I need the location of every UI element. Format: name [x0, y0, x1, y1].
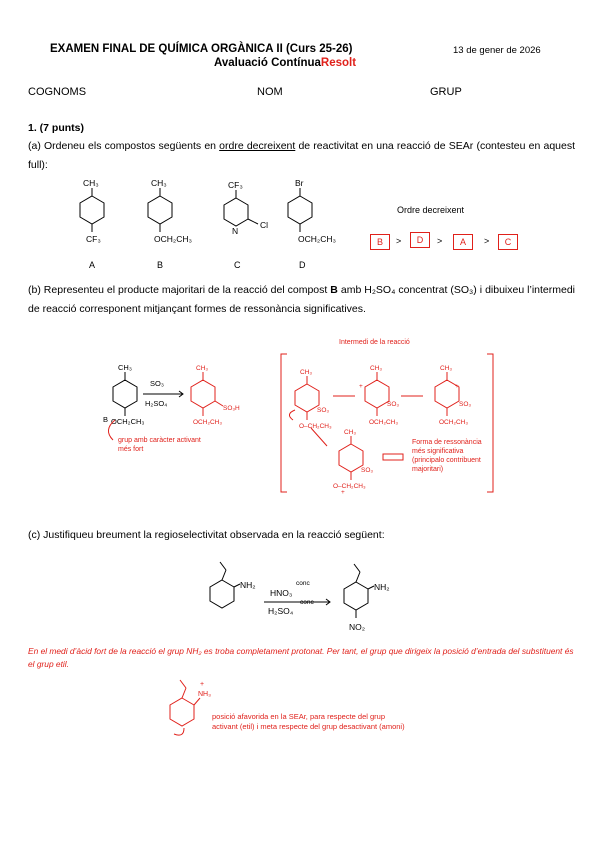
svg-text:B: B [103, 415, 109, 424]
question-a-text: (a) Ordeneu els compostos següents en ordre decreixent de reactivitat en una reacció de SEAr (contesteu en aquest full): [28, 140, 576, 171]
svg-text:OCH₂CH₃: OCH₂CH₃ [193, 419, 223, 426]
gt-sign: > [437, 236, 443, 246]
svg-text:OCH₂CH₃: OCH₂CH₃ [369, 419, 399, 426]
svg-text:SO₃: SO₃ [150, 379, 164, 388]
svg-text:CH₃: CH₃ [370, 365, 383, 372]
svg-text:CH₃: CH₃ [118, 363, 132, 372]
svg-text:NH₂: NH₂ [240, 580, 256, 590]
resonance-note: Forma de ressonància més significativa (principalo contribuent majoritari) [412, 439, 482, 473]
compound-label-c: C [234, 260, 241, 270]
reagent-bottom: H₂SO₄ [268, 606, 294, 616]
svg-text:SO₃H: SO₃H [223, 405, 240, 412]
conc-bottom: conc [300, 599, 314, 606]
svg-text:OCH₂CH₃: OCH₂CH₃ [298, 234, 336, 244]
svg-text:SO₃: SO₃ [317, 407, 330, 414]
exam-subtitle: Avaluació ContínuaResolt [214, 57, 357, 69]
svg-text:H₂SO₄: H₂SO₄ [145, 399, 168, 408]
regioselectivity-drawing [160, 672, 220, 742]
footnote: posició afavorida en la SEAr, para respecte del grup activant (etil) i meta respecte del grup desactivant (amoni) [212, 712, 405, 731]
cognoms-field: COGNOMS [28, 86, 87, 98]
svg-text:OCH₂CH₃: OCH₂CH₃ [439, 419, 469, 426]
gt-sign: > [484, 236, 490, 246]
answer-c: En el medi d’àcid fort de la reacció el grup NH₂ es troba completament protonat. Per tant, el grup que dirigeix la posició d’entrada del substituent és el grup etil. [28, 646, 574, 669]
svg-text:+: + [200, 681, 205, 688]
compound-label-d: D [299, 260, 306, 270]
gt-sign: > [396, 236, 402, 246]
reagent-top: HNO₃ [270, 588, 293, 598]
group-note: grup amb caràcter activant més fort [118, 437, 201, 453]
svg-text:CH₃: CH₃ [440, 365, 453, 372]
compound-label-a: A [89, 260, 96, 270]
svg-text:Br: Br [295, 178, 304, 188]
svg-text:NH₃: NH₃ [198, 691, 211, 698]
intermediate-title: Intermedi de la reacció [339, 339, 410, 346]
svg-text:CF₃: CF₃ [86, 234, 101, 244]
question-b-text: (b) Representeu el producte majoritari de la reacció del compost B amb H₂SO₄ concentrat (SO₃) i dibuixeu l’intermedi de reacció corresponent mitjançant formes de ressonància significatives. [28, 284, 576, 315]
svg-text:+: + [359, 383, 363, 390]
exam-date: 13 de gener de 2026 [453, 45, 541, 56]
svg-text:Cl: Cl [260, 220, 269, 230]
svg-text:CH₃: CH₃ [196, 365, 209, 372]
svg-text:N: N [232, 226, 239, 236]
svg-text:CH₃: CH₃ [151, 178, 167, 188]
svg-text:O–CH₂CH₃: O–CH₂CH₃ [299, 423, 332, 430]
svg-text:+: + [341, 489, 345, 496]
svg-text:OCH₂CH₃: OCH₂CH₃ [154, 234, 192, 244]
order-box-4: C [498, 234, 518, 250]
reaction-b-drawing [95, 350, 505, 500]
svg-text:OCH₂CH₃: OCH₂CH₃ [111, 417, 145, 426]
order-title: Ordre decreixent [397, 205, 465, 215]
nom-field: NOM [257, 86, 283, 98]
svg-text:CF₃: CF₃ [228, 180, 243, 190]
svg-text:NH₂: NH₂ [374, 582, 390, 592]
svg-text:SO₃: SO₃ [387, 401, 400, 408]
grup-field: GRUP [430, 86, 462, 98]
order-box-1: B [370, 234, 390, 250]
svg-text:CH₃: CH₃ [83, 178, 99, 188]
question-heading: 1. (7 punts) [28, 122, 85, 134]
svg-text:O–CH₂CH₃: O–CH₂CH₃ [333, 483, 366, 490]
svg-text:NO₂: NO₂ [349, 622, 366, 632]
resolt-label: Resolt [320, 57, 357, 69]
order-box-2: D [410, 232, 430, 248]
question-c-text: (c) Justifiqueu breument la regioselectivitat observada en la reacció següent: [28, 529, 385, 541]
compound-label-b: B [157, 260, 164, 270]
svg-text:SO₃: SO₃ [361, 467, 374, 474]
exam-title: EXAMEN FINAL DE QUÍMICA ORGÀNICA II (Curs 25-26) [50, 43, 353, 55]
svg-text:+: + [455, 383, 459, 390]
compounds-a-drawing [60, 176, 360, 276]
svg-text:SO₃: SO₃ [459, 401, 472, 408]
order-box-3: A [453, 234, 473, 250]
conc-top: conc [296, 580, 310, 587]
svg-text:CH₃: CH₃ [344, 429, 357, 436]
svg-text:CH₃: CH₃ [300, 369, 313, 376]
